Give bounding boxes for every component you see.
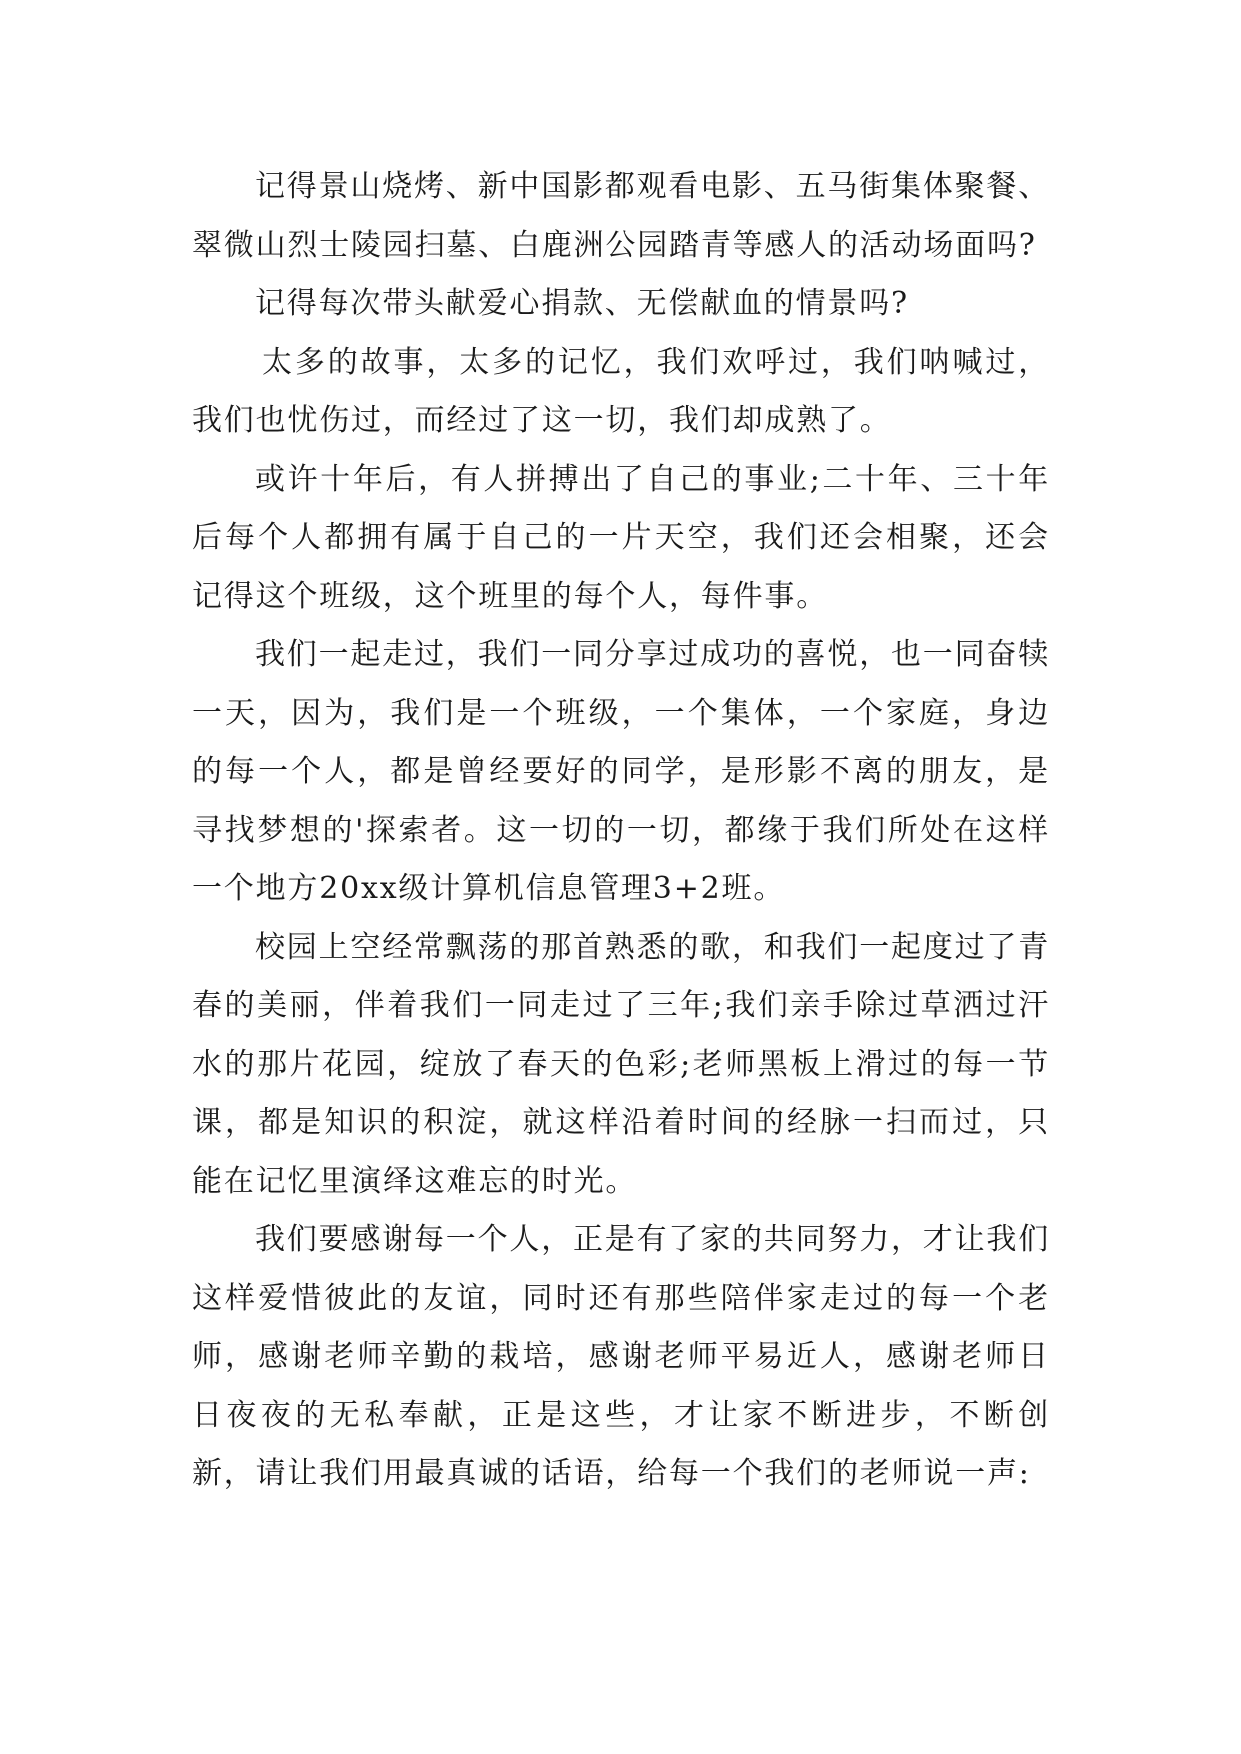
document-body [192,158,1050,1504]
paragraph-3: 太多的故事，太多的记忆，我们欢呼过，我们呐喊过，我们也忧伤过，而经过了这一切，我们却成熟了。 [192,344,1050,438]
paragraph-5: 我们一起走过，我们一同分享过成功的喜悦，也一同奋犊一天，因为，我们是一个班级，一个集体，一个家庭，身边的每一个人，都是曾经要好的同学，是形影不离的朋友，是寻找梦想的'探索者。这一切的一切，都缘于我们所处在这样一个地方20xx级计算机信息管理3+2班。 [192,637,1050,906]
paragraph-7: 我们要感谢每一个人，正是有了家的共同努力，才让我们这样爱惜彼此的友谊，同时还有那些陪伴家走过的每一个老师，感谢老师辛勤的栽培，感谢老师平易近人，感谢老师日日夜夜的无私奉献，正是这些，才让家不断进步，不断创新，请让我们用最真诚的话语，给每一个我们的老师说一声: [192,1222,1050,1491]
paragraph-4: 或许十年后，有人拼搏出了自己的事业;二十年、三十年后每个人都拥有属于自己的一片天空，我们还会相聚，还会记得这个班级，这个班里的每个人，每件事。 [192,461,1050,614]
paragraph-6: 校园上空经常飘荡的那首熟悉的歌，和我们一起度过了青春的美丽，伴着我们一同走过了三年;我们亲手除过草洒过汗水的那片花园，绽放了春天的色彩;老师黑板上滑过的每一节课，都是知识的积淀，就这样沿着时间的经脉一扫而过，只能在记忆里演绎这难忘的时光。 [192,929,1050,1199]
paragraph-1: 记得景山烧烤、新中国影都观看电影、五马街集体聚餐、翠微山烈士陵园扫墓、白鹿洲公园踏青等感人的活动场面吗? [192,169,1050,263]
paragraph-2: 记得每次带头献爱心捐款、无偿献血的情景吗? [255,286,909,321]
